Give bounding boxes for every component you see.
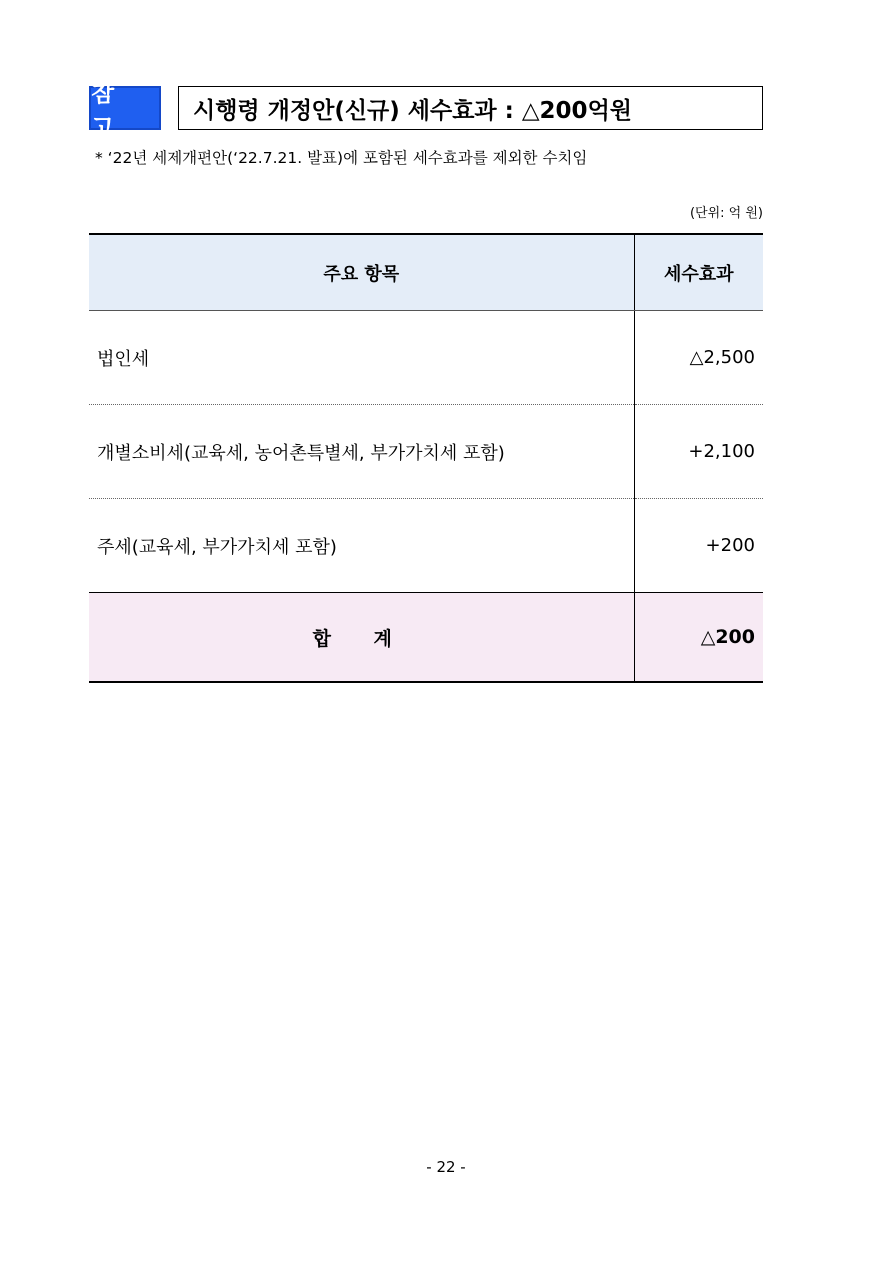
row-item: 법인세: [89, 311, 634, 405]
total-label: 합 계: [89, 593, 634, 683]
footnote: * ‘22년 세제개편안(‘22.7.21. 발표)에 포함된 세수효과를 제외한 수치임: [95, 149, 588, 167]
unit-label: (단위: 억 원): [689, 206, 763, 221]
row-item: 주세(교육세, 부가가치세 포함): [89, 499, 634, 593]
row-item: 개별소비세(교육세, 농어촌특별세, 부가가치세 포함): [89, 405, 634, 499]
row-value: +200: [634, 499, 763, 593]
page-title: 시행령 개정안(신규) 세수효과 : △200억원: [178, 86, 763, 130]
total-value: △200: [634, 593, 763, 683]
header-effect: 세수효과: [634, 234, 763, 311]
page-number: - 22 -: [426, 1158, 466, 1176]
tax-effect-table: [89, 233, 763, 683]
table-header-row: [89, 234, 763, 311]
row-value: +2,100: [634, 405, 763, 499]
table-row: [89, 405, 763, 499]
table-row: [89, 499, 763, 593]
total-row: [89, 593, 763, 683]
reference-badge: 참 고: [89, 86, 161, 130]
row-value: △2,500: [634, 311, 763, 405]
header-item: 주요 항목: [89, 234, 634, 311]
table-row: [89, 311, 763, 405]
